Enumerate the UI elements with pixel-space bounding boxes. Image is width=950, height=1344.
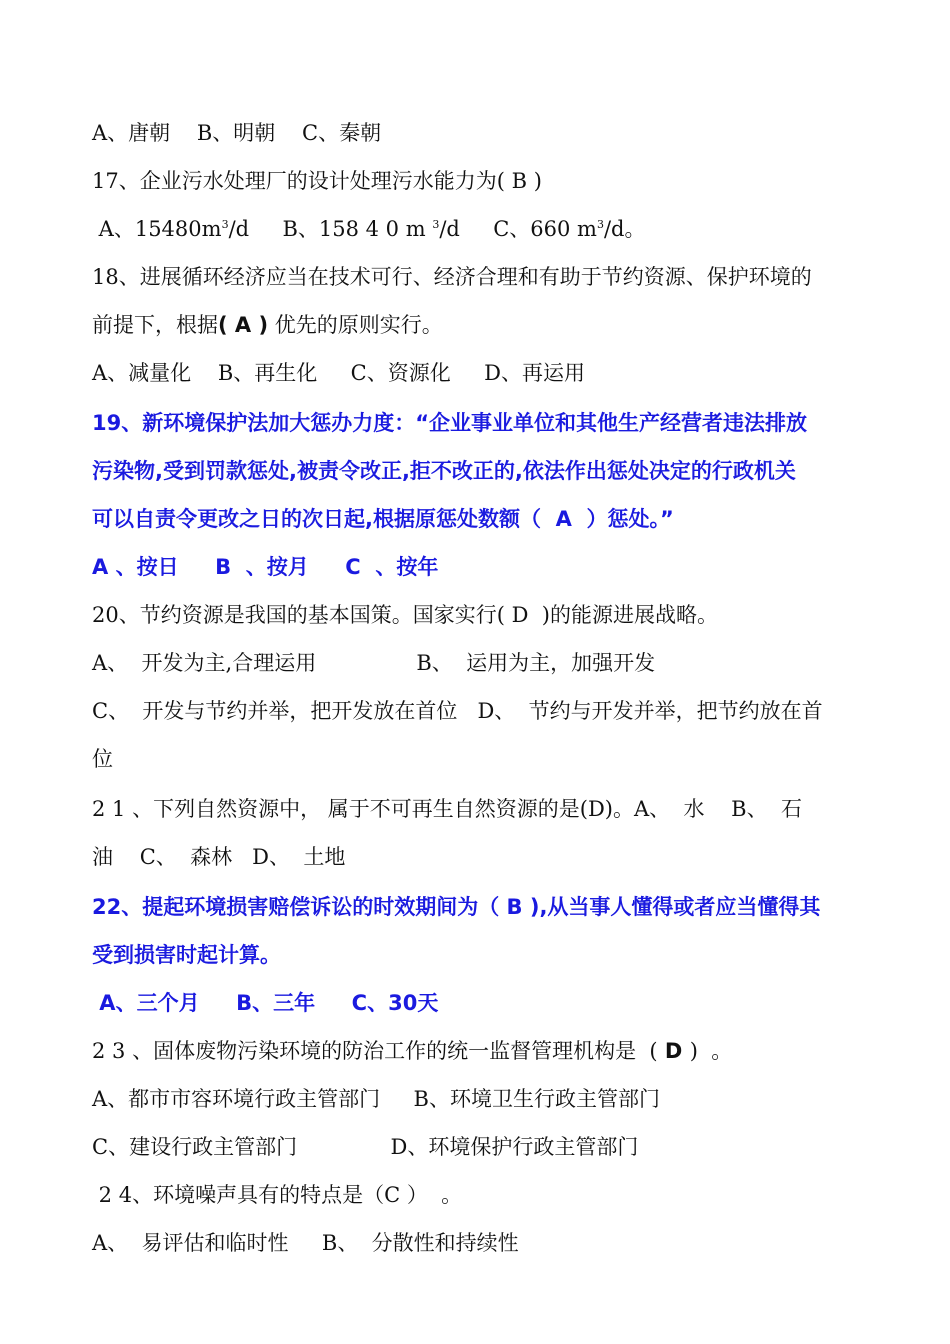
q16-options: A、唐朝 B、明朝 C、秦朝 xyxy=(92,121,382,145)
q23-answer: D xyxy=(657,1039,690,1063)
q21-question: 2 1 、下列自然资源中， 属于不可再生自然资源的是(D)。A、 水 B、 石 xyxy=(92,797,802,821)
q23-options-cd: C、建设行政主管部门 D、环境保护行政主管部门 xyxy=(92,1135,639,1159)
q22-question-line2: 受到损害时起计算。 xyxy=(92,943,281,967)
q23-options-ab: A、都市市容环境行政主管部门 B、环境卫生行政主管部门 xyxy=(92,1087,660,1111)
q20-options-cd-cont: 位 xyxy=(92,747,113,771)
q19-question-line1: 19、新环境保护法加大惩办力度：“企业事业单位和其他生产经营者违法排放 xyxy=(92,411,808,435)
q24-question: 2 4、环境噪声具有的特点是（C ） 。 xyxy=(92,1183,463,1207)
q17-options: A、$15480m^3/d$ B、158 4 0 m $^3$/d C、660 $m^3/d$。 xyxy=(92,217,646,241)
q19-question-line3: 可以自责令更改之日的次日起,根据原惩处数额（ A ）惩处。” xyxy=(92,507,674,531)
q17-question: 17、企业污水处理厂的设计处理污水能力为( B ) xyxy=(92,169,542,193)
q21-options-cont: 油 C、 森林 D、 土地 xyxy=(92,845,346,869)
q18-answer: ( A ) xyxy=(218,313,269,337)
q18-question-line2: 前提下，根据( A ) 优先的原则实行。 xyxy=(92,313,443,337)
q19-question-line2: 污染物,受到罚款惩处,被责令改正,拒不改正的,依法作出惩处决定的行政机关 xyxy=(92,459,796,483)
q20-question: 20、节约资源是我国的基本国策。国家实行( D )的能源进展战略。 xyxy=(92,603,718,627)
q19-options: A 、按日 B 、按月 C 、按年 xyxy=(92,555,439,579)
q22-question-line1: 22、提起环境损害赔偿诉讼的时效期间为（ B ),从当事人懂得或者应当懂得其 xyxy=(92,895,821,919)
q18-question-line1: 18、进展循环经济应当在技术可行、经济合理和有助于节约资源、保护环境的 xyxy=(92,265,812,289)
q18-options: A、减量化 B、再生化 C、资源化 D、再运用 xyxy=(92,361,585,385)
q20-options-ab: A、 开发为主,合理运用 B、 运用为主，加强开发 xyxy=(92,651,656,675)
q24-options: A、 易评估和临时性 B、 分散性和持续性 xyxy=(92,1231,519,1255)
q23-question: 2 3 、固体废物污染环境的防治工作的统一监督管理机构是 ( D ) 。 xyxy=(92,1039,733,1063)
q20-options-cd: C、 开发与节约并举，把开发放在首位 D、 节约与开发并举，把节约放在首 xyxy=(92,699,823,723)
q22-options: A、三个月 B、三年 C、30天 xyxy=(92,991,439,1015)
